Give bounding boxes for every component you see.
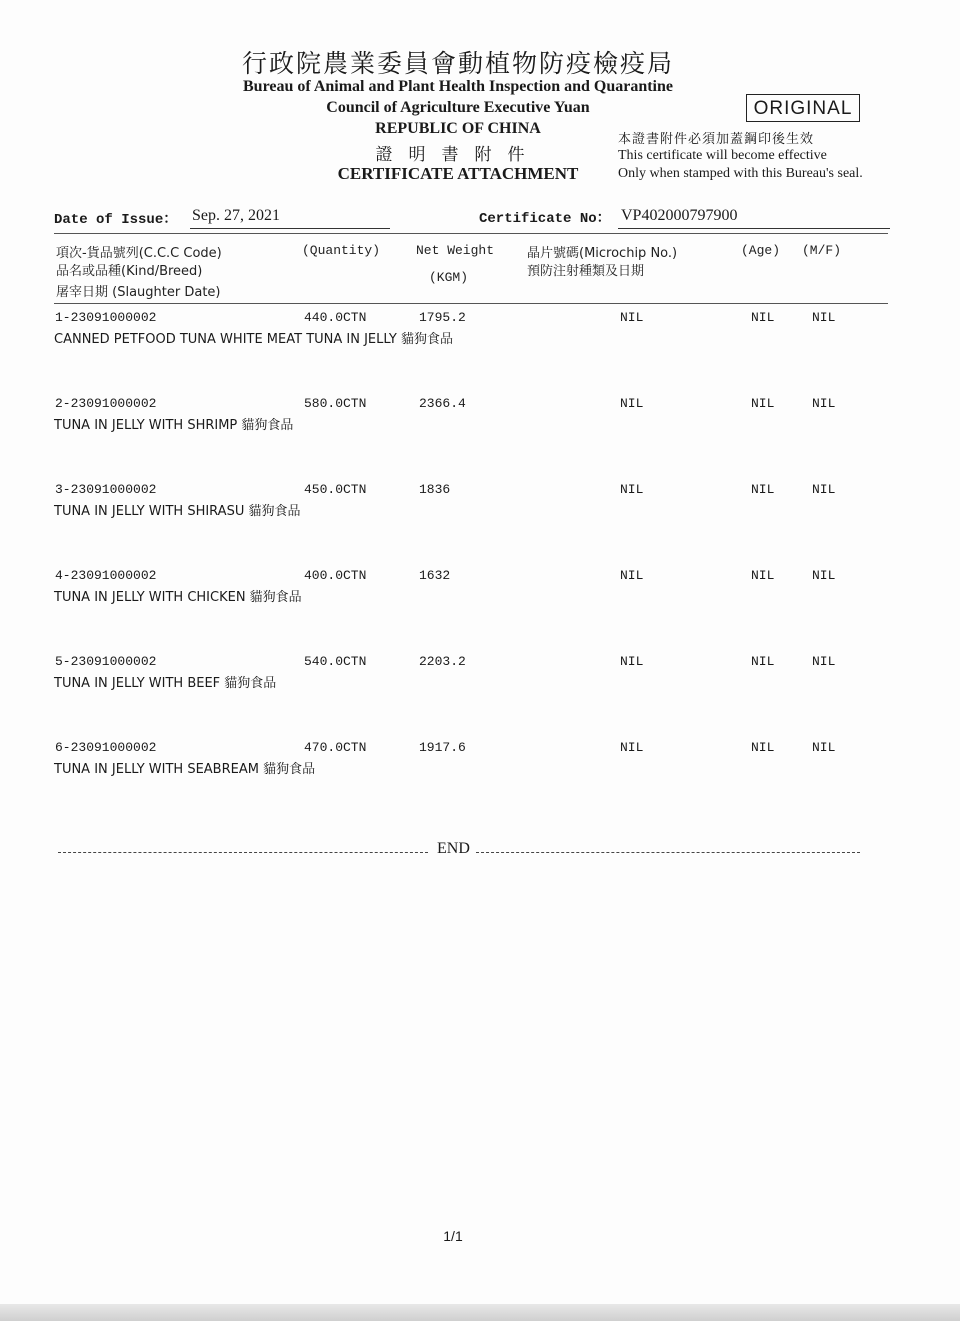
- date-of-issue-value: Sep. 27, 2021: [192, 207, 280, 224]
- scan-edge: [0, 1304, 960, 1321]
- date-underline: [190, 228, 390, 229]
- row-weight: 1836: [419, 482, 451, 497]
- row-quantity: 400.0CTN: [304, 568, 367, 583]
- row-microchip: NIL: [620, 740, 644, 755]
- date-of-issue-label: Date of Issue：: [54, 212, 178, 228]
- certificate-no-value: VP402000797900: [621, 207, 738, 224]
- column-slaughter-date: 屠宰日期 (Slaughter Date): [56, 285, 221, 300]
- end-dashes-right: [476, 852, 860, 853]
- row-age: NIL: [751, 396, 775, 411]
- row-age: NIL: [751, 310, 775, 325]
- row-code: 1-23091000002: [55, 310, 157, 325]
- row-sex: NIL: [812, 740, 836, 755]
- title-chinese: 行政院農業委員會動植物防疫檢疫局: [241, 49, 674, 78]
- certificate-no-label: Certificate No：: [479, 211, 611, 227]
- row-description: CANNED PETFOOD TUNA WHITE MEAT TUNA IN JELLY 貓狗食品: [54, 332, 453, 347]
- row-quantity: 450.0CTN: [304, 482, 367, 497]
- row-sex: NIL: [812, 310, 836, 325]
- column-quantity: (Quantity): [302, 243, 381, 258]
- row-weight: 2203.2: [419, 654, 466, 669]
- column-item-code: 項次-貨品號列(C.C.C Code): [56, 246, 222, 261]
- row-code: 5-23091000002: [55, 654, 157, 669]
- row-description: TUNA IN JELLY WITH SHIRASU 貓狗食品: [54, 504, 301, 519]
- original-stamp: ORIGINAL: [746, 94, 860, 122]
- row-quantity: 580.0CTN: [304, 396, 367, 411]
- council-name: Council of Agriculture Executive Yuan: [326, 99, 590, 116]
- row-code: 3-23091000002: [55, 482, 157, 497]
- row-description: TUNA IN JELLY WITH CHICKEN 貓狗食品: [54, 590, 302, 605]
- row-sex: NIL: [812, 654, 836, 669]
- row-microchip: NIL: [620, 654, 644, 669]
- column-age: (Age): [741, 243, 781, 258]
- header-rule-bottom: [54, 303, 888, 304]
- column-vaccine: 預防注射種類及日期: [527, 264, 645, 279]
- end-marker: END: [437, 840, 470, 857]
- row-age: NIL: [751, 740, 775, 755]
- attachment-title-chinese: 證明書附件: [375, 145, 541, 165]
- row-age: NIL: [751, 568, 775, 583]
- row-code: 2-23091000002: [55, 396, 157, 411]
- row-weight: 1632: [419, 568, 451, 583]
- notice-line-2: Only when stamped with this Bureau's seal.: [618, 166, 863, 181]
- row-weight: 1795.2: [419, 310, 466, 325]
- row-code: 6-23091000002: [55, 740, 157, 755]
- row-description: TUNA IN JELLY WITH SEABREAM 貓狗食品: [54, 762, 316, 777]
- row-sex: NIL: [812, 396, 836, 411]
- row-age: NIL: [751, 482, 775, 497]
- bureau-name: Bureau of Animal and Plant Health Inspection and Quarantine: [243, 78, 673, 95]
- attachment-title: CERTIFICATE ATTACHMENT: [337, 164, 579, 183]
- row-quantity: 540.0CTN: [304, 654, 367, 669]
- row-weight: 1917.6: [419, 740, 466, 755]
- header-rule-top: [54, 233, 888, 234]
- row-description: TUNA IN JELLY WITH SHRIMP 貓狗食品: [54, 418, 294, 433]
- page-number: 1/1: [443, 1228, 463, 1244]
- row-microchip: NIL: [620, 310, 644, 325]
- country-name: REPUBLIC OF CHINA: [375, 120, 541, 137]
- row-quantity: 470.0CTN: [304, 740, 367, 755]
- row-age: NIL: [751, 654, 775, 669]
- certificate-underline: [618, 228, 890, 229]
- column-net-weight: Net Weight: [416, 243, 495, 258]
- end-dashes-left: [58, 852, 428, 853]
- row-sex: NIL: [812, 482, 836, 497]
- column-sex: (M/F): [802, 243, 842, 258]
- column-kgm: (KGM): [429, 270, 469, 285]
- column-microchip: 晶片號碼(Microchip No.): [527, 246, 678, 261]
- row-quantity: 440.0CTN: [304, 310, 367, 325]
- notice-chinese: 本證書附件必須加蓋鋼印後生效: [618, 132, 815, 147]
- row-microchip: NIL: [620, 568, 644, 583]
- row-code: 4-23091000002: [55, 568, 157, 583]
- row-weight: 2366.4: [419, 396, 466, 411]
- column-kind-breed: 品名或品種(Kind/Breed): [56, 264, 203, 279]
- row-description: TUNA IN JELLY WITH BEEF 貓狗食品: [54, 676, 277, 691]
- row-sex: NIL: [812, 568, 836, 583]
- notice-line-1: This certificate will become effective: [618, 148, 827, 163]
- row-microchip: NIL: [620, 396, 644, 411]
- row-microchip: NIL: [620, 482, 644, 497]
